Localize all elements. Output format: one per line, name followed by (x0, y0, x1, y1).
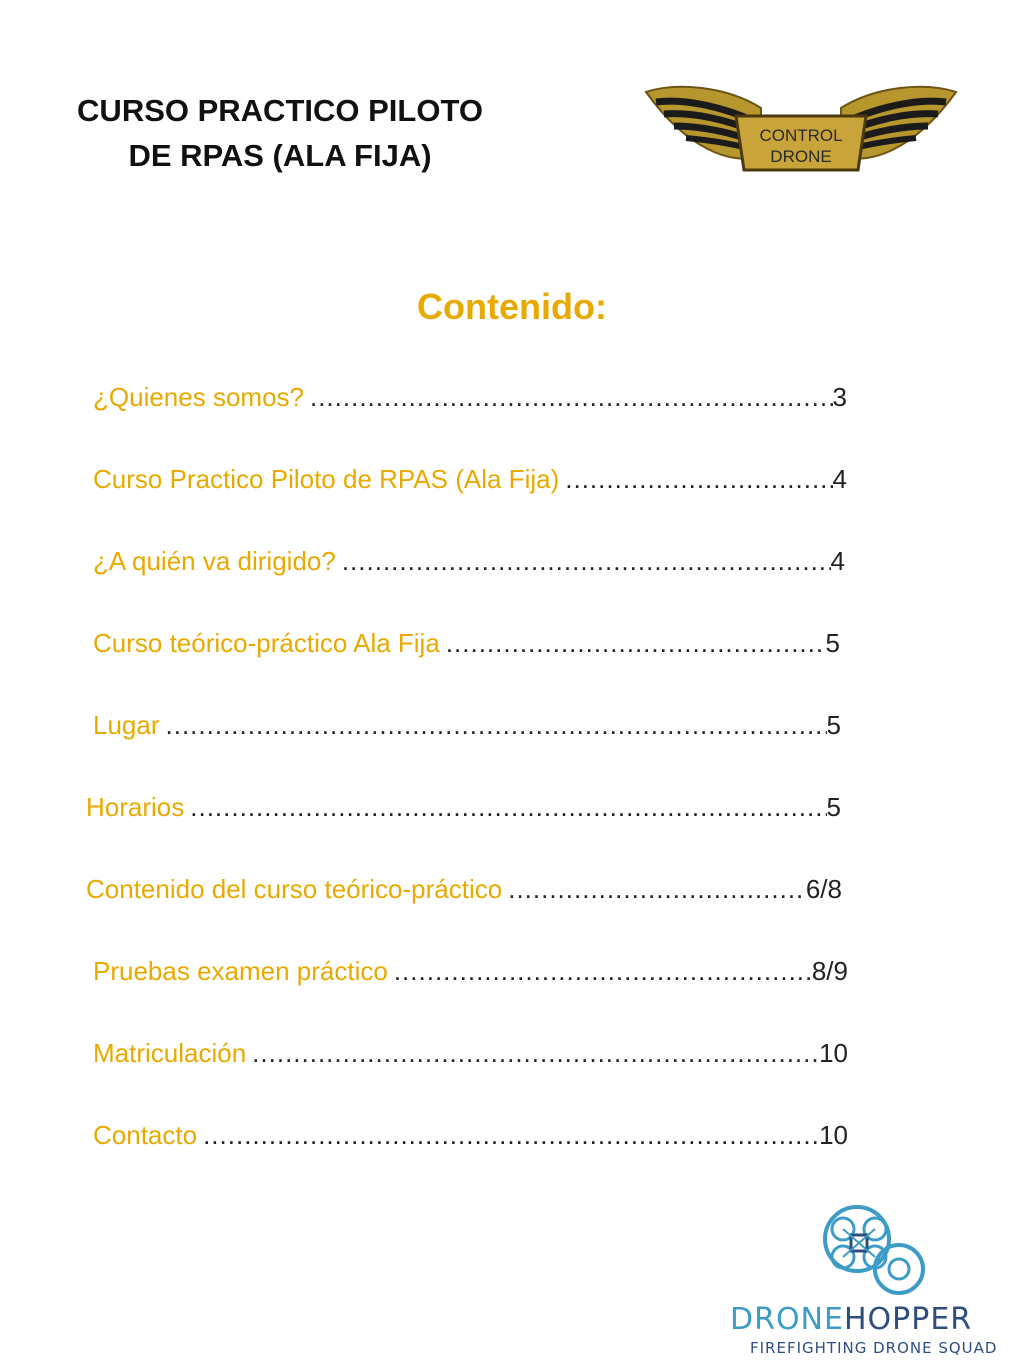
toc-item-label: Matriculación (93, 1038, 247, 1068)
toc-item (86, 871, 842, 907)
toc-item-leader (342, 543, 831, 579)
toc-item-page: 4 (832, 464, 847, 494)
toc-item-leader (508, 871, 806, 907)
toc-item (93, 1117, 848, 1153)
toc-item (93, 707, 841, 743)
toc-item (93, 543, 845, 579)
toc-item-page: 5 (826, 792, 841, 822)
toc-item-leader (394, 953, 812, 989)
course-title (50, 88, 510, 178)
toc-item (93, 625, 840, 661)
toc-item-label: Pruebas examen práctico (93, 956, 388, 986)
toc-item (93, 953, 848, 989)
course-title-line1: CURSO PRACTICO PILOTO (77, 93, 483, 128)
toc-item-leader (310, 379, 833, 415)
toc-item-page: 3 (832, 382, 847, 412)
toc-item-label: Curso teórico-práctico Ala Fija (93, 628, 440, 658)
course-title-line2: DE RPAS (ALA FIJA) (128, 138, 432, 173)
toc-item-label: Lugar (93, 710, 160, 740)
toc-item-label: Contacto (93, 1120, 198, 1150)
toc-item-leader (166, 707, 827, 743)
toc-item (86, 789, 841, 825)
badge-line1: CONTROL (759, 126, 843, 145)
toc-item-page: 10 (819, 1038, 848, 1068)
toc-item-page: 10 (819, 1120, 848, 1150)
toc-item (93, 379, 847, 415)
toc-item-label: Horarios (86, 792, 185, 822)
toc-item-page: 6/8 (805, 874, 842, 904)
toc-item-leader (446, 625, 826, 661)
toc-item-page: 5 (825, 628, 840, 658)
toc-item-leader (203, 1117, 819, 1153)
toc-item-label: Curso Practico Piloto de RPAS (Ala Fija) (93, 464, 560, 494)
toc-heading: Contenido: (417, 286, 607, 327)
toc-item (93, 1035, 848, 1071)
toc-item-label: ¿A quién va dirigido? (93, 546, 336, 576)
quadcopter-drone-icon (819, 1205, 929, 1301)
dronehopper-wordmark (730, 1303, 1024, 1337)
wordmark-drone: DRONE (730, 1302, 844, 1337)
toc-item (93, 461, 847, 497)
control-drone-badge (636, 78, 966, 188)
toc-item-label: Contenido del curso teórico-práctico (86, 874, 503, 904)
toc-item-label: ¿Quienes somos? (93, 382, 304, 412)
wordmark-hopper: HOPPER (843, 1302, 973, 1337)
dronehopper-tagline: FIREFIGHTING DRONE SQUAD (750, 1339, 998, 1357)
toc-item-leader (565, 461, 832, 497)
toc-item-leader (190, 789, 826, 825)
badge-line2: DRONE (770, 147, 832, 166)
toc-item-page: 8/9 (811, 956, 848, 986)
toc-item-page: 4 (830, 546, 845, 576)
toc-item-leader (252, 1035, 819, 1071)
toc-item-page: 5 (826, 710, 841, 740)
